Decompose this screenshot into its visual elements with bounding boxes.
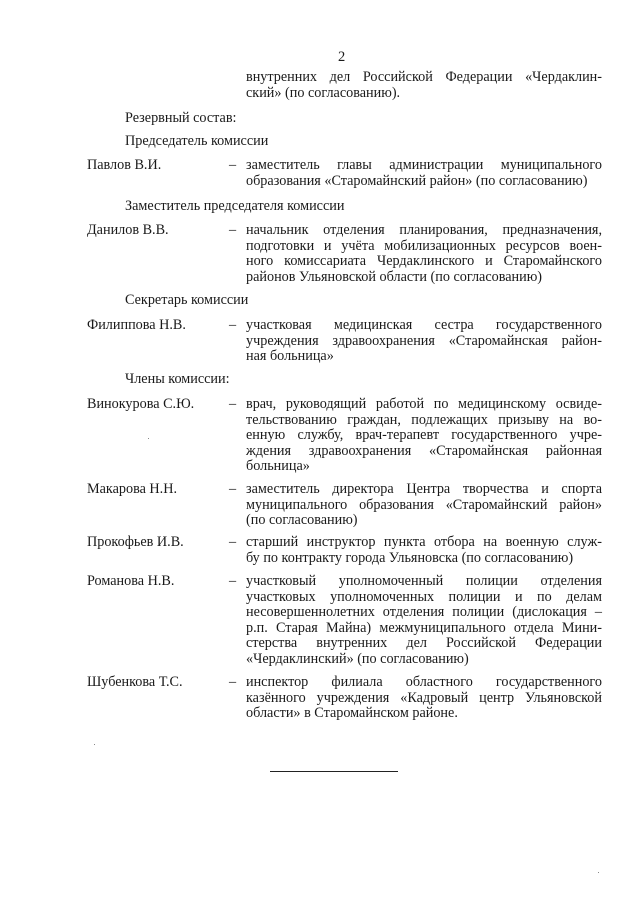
scan-speck (598, 872, 599, 873)
text-line: ная больница» (246, 348, 334, 364)
dash: – (229, 534, 237, 550)
text-line: ский» (по согласованию). (246, 84, 401, 101)
dash: – (229, 674, 237, 690)
dash: – (229, 573, 237, 589)
secretary-heading: Секретарь комиссии (125, 292, 249, 308)
text-line: заместитель главы администрации муниципального (246, 157, 602, 173)
members-heading: Члены комиссии: (125, 371, 230, 387)
text-line: заместитель директора Центра творчества и спорта (246, 481, 602, 497)
text-line: внутренних дел Российской Федерации «Чердаклин- (246, 69, 602, 85)
dash: – (229, 396, 237, 412)
member-name: Макарова Н.Н. (87, 481, 178, 497)
text-line: инспектор филиала областного государственного (246, 674, 602, 690)
dash: – (229, 222, 237, 238)
member-position (246, 535, 602, 566)
text-line: (по согласованию) (246, 512, 358, 528)
text-line: врач, руководящий работой по медицинскому освиде- (246, 396, 602, 412)
member-position (246, 675, 602, 722)
text-line: муниципального образования «Старомайнский район» (246, 496, 602, 513)
member-position (246, 482, 602, 529)
text-line: районов Ульяновской области (по согласованию) (246, 268, 543, 285)
text-line: несовершеннолетних отделения полиции (дислокация – (246, 604, 602, 620)
reserve-heading: Резервный состав: (125, 110, 237, 126)
member-name: Шубенкова Т.С. (87, 674, 183, 690)
chairman-name: Павлов В.И. (87, 157, 162, 173)
text-line: бу по контракту города Ульяновска (по согласованию) (246, 549, 574, 566)
closing-rule (270, 771, 398, 772)
text-line: енную службу, врач-терапевт государственного учре- (246, 427, 602, 443)
text-line: участковый уполномоченный полиции отделения (246, 573, 602, 589)
text-line: ждения здравоохранения «Старомайнская районная (246, 442, 602, 459)
deputy-position (246, 223, 602, 285)
member-name: Романова Н.В. (87, 573, 175, 589)
member-position (246, 574, 602, 667)
secretary-name: Филиппова Н.В. (87, 317, 186, 333)
dash: – (229, 481, 237, 497)
text-line: ного комиссариата Чердаклинского и Старомайнского (246, 253, 602, 269)
text-line: подготовки и учёта мобилизационных ресурсов воен- (246, 237, 602, 254)
deputy-name: Данилов В.В. (87, 222, 169, 238)
text-line: р.п. Старая Майна) межмуниципального отдела Мини- (246, 619, 602, 636)
text-line: начальник отделения планирования, предназначения, (246, 222, 602, 238)
page-number: 2 (338, 49, 346, 65)
chairman-position (246, 158, 602, 189)
text-line: участковая медицинская сестра государственного (246, 317, 602, 333)
text-line: образования «Старомайнский район» (по согласованию) (246, 172, 588, 189)
text-line: старший инструктор пункта отбора на военную служ- (246, 534, 602, 550)
member-position (246, 397, 602, 475)
text-line: казённого учреждения «Кадровый центр Ульяновской (246, 689, 602, 706)
text-line: области» в Старомайнском районе. (246, 705, 458, 721)
secretary-position (246, 318, 602, 365)
scan-speck (94, 744, 95, 745)
scan-speck (148, 438, 149, 439)
text-line: учреждения здравоохранения «Старомайнская район- (246, 332, 602, 349)
deputy-heading: Заместитель председателя комиссии (125, 198, 345, 214)
member-name: Прокофьев И.В. (87, 534, 184, 550)
text-line: стерства внутренних дел Российской Федерации (246, 635, 602, 651)
member-name: Винокурова С.Ю. (87, 396, 195, 412)
text-line: тельствованию граждан, подлежащих призыву на во- (246, 411, 602, 428)
dash: – (229, 157, 237, 173)
dash: – (229, 317, 237, 333)
text-line: больница» (246, 458, 310, 474)
text-line: «Чердаклинский» (по согласованию) (246, 650, 469, 667)
continuation-text (246, 70, 602, 101)
text-line: участковых уполномоченных полиции и по делам (246, 588, 602, 605)
chairman-heading: Председатель комиссии (125, 133, 269, 149)
